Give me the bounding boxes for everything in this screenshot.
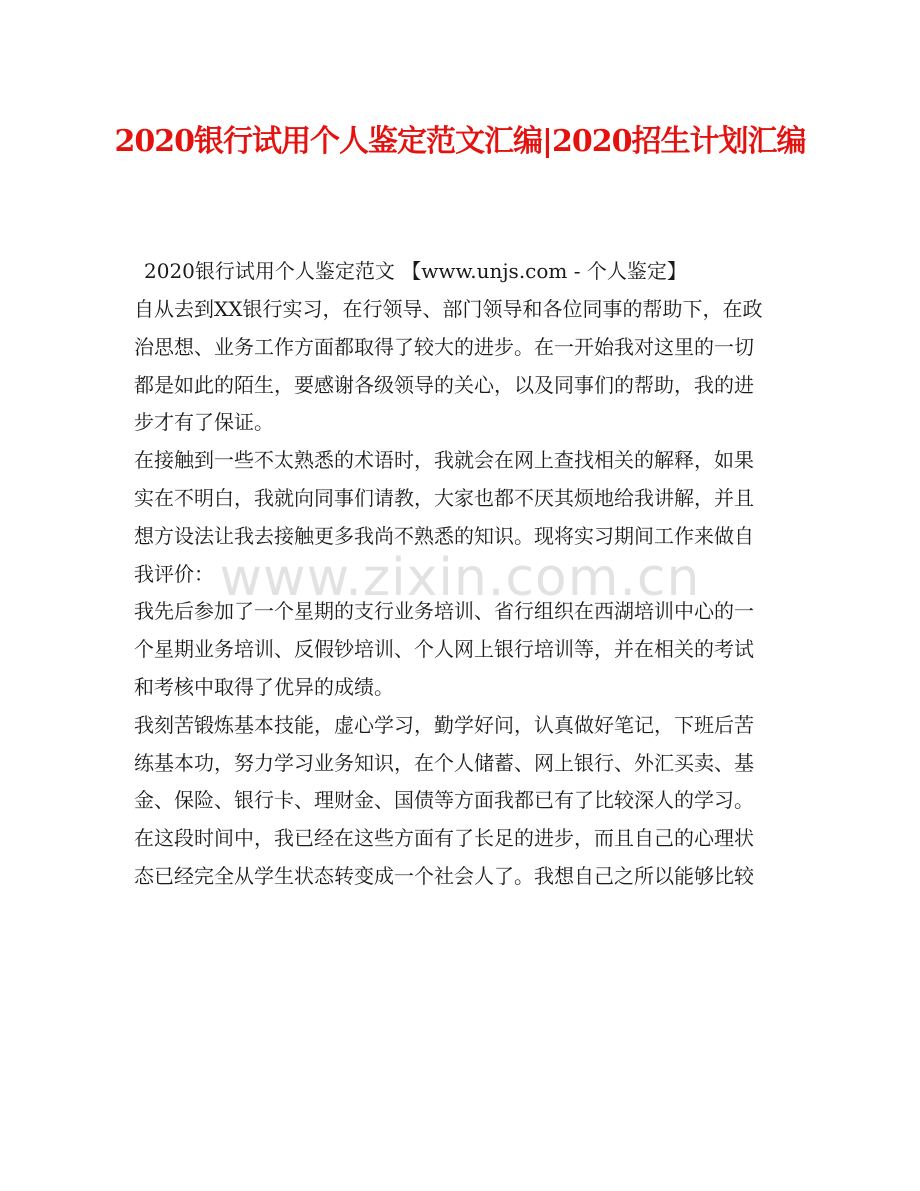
text-line: 自从去到XX银行实习，在行领导、部门领导和各位同事的帮助下，在政 [134,297,763,321]
document-title: 2020银行试用个人鉴定范文汇编|2020招生计划汇编 [114,124,806,159]
text-line: 练基本功，努力学习业务知识，在个人储蓄、网上银行、外汇买卖、基 [134,750,754,775]
text-line: 态已经完全从学生状态转变成一个社会人了。我想自己之所以能够比较 [134,863,754,888]
text-line: 和考核中取得了优异的成绩。 [134,674,394,699]
paragraph-4 [134,707,794,820]
paragraph-3 [134,593,794,706]
text-line: 在接触到一些不太熟悉的术语时，我就会在网上查找相关的解释，如果 [134,448,754,473]
document-body [134,251,794,896]
document-subtitle: 2020银行试用个人鉴定范文 【www.unjs.com - 个人鉴定】 [144,259,687,283]
text-line: 金、保险、银行卡、理财金、国债等方面我都已有了比较深人的学习。 [134,788,754,813]
text-line: 我先后参加了一个星期的支行业务培训、省行组织在西湖培训中心的一 [134,599,754,624]
paragraph-1 [134,291,794,442]
paragraph-5 [134,820,794,896]
text-line: 步才有了保证。 [134,410,274,435]
paragraph-2 [134,442,794,593]
text-line: 个星期业务培训、反假钞培训、个人网上银行培训等，并在相关的考试 [134,637,754,662]
text-line: 在这段时间中，我已经在这些方面有了长足的进步，而且自己的心理状 [134,826,754,851]
text-line: 都是如此的陌生，要感谢各级领导的关心，以及同事们的帮助，我的进 [134,372,754,397]
text-line: 治思想、业务工作方面都取得了较大的进步。在一开始我对这里的一切 [134,334,754,359]
watermark: www.zixin.com.cn [219,548,701,608]
text-line: 想方设法让我去接触更多我尚不熟悉的知识。现将实习期间工作来做自 [134,523,754,548]
text-line: 实在不明白，我就向同事们请教，大家也都不厌其烦地给我讲解，并且 [134,485,754,510]
text-line: 我评价： [134,561,214,586]
text-line: 我刻苦锻炼基本技能，虚心学习，勤学好问，认真做好笔记，下班后苦 [134,712,754,737]
